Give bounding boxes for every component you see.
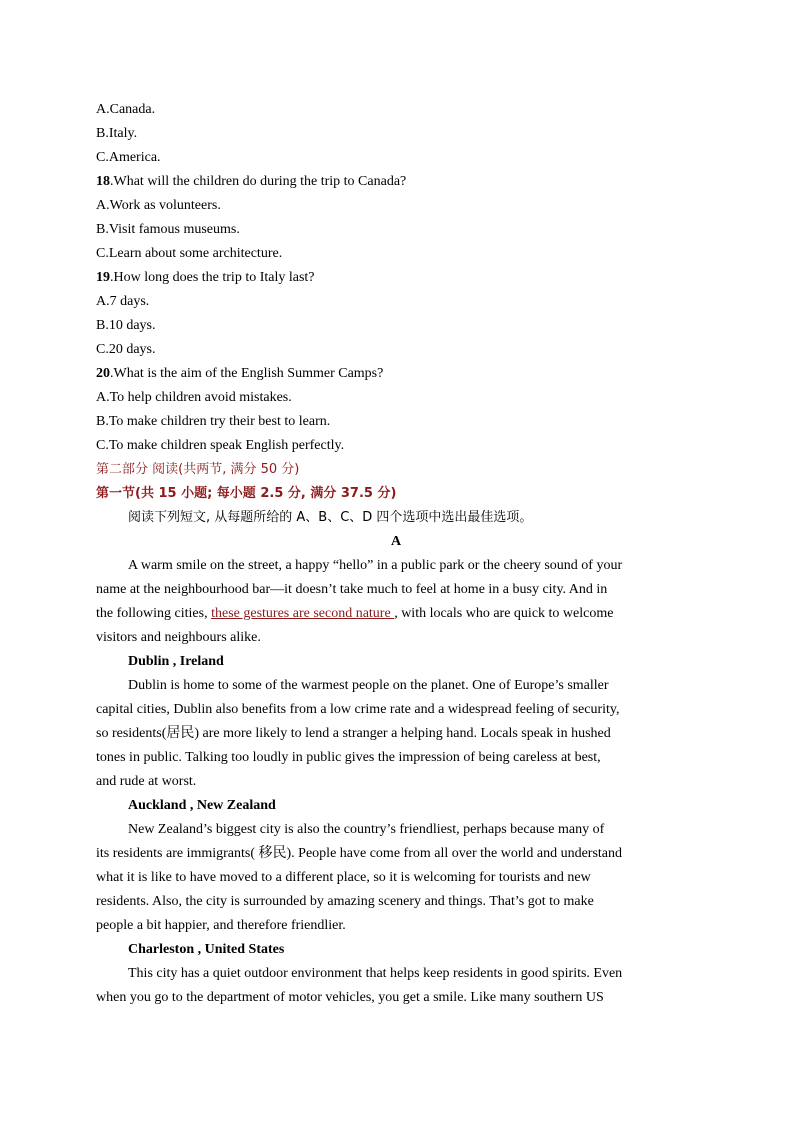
question-text: .What will the children do during the trip to Canada?	[110, 174, 407, 189]
question-20	[96, 362, 696, 386]
question-text: .How long does the trip to Italy last?	[110, 270, 315, 285]
question-number: 20	[96, 366, 110, 381]
option-line: B.10 days.	[96, 318, 156, 333]
passage-line: residents. Also, the city is surrounded by amazing scenery and things. That’s got to make	[96, 894, 594, 909]
document-content	[96, 98, 696, 1010]
passage-line: visitors and neighbours alike.	[96, 630, 261, 645]
option-line: B.Visit famous museums.	[96, 222, 240, 237]
passage-line: name at the neighbourhood bar—it doesn’t take much to feel at home in a busy city. And in	[96, 582, 608, 597]
option-line: A.Work as volunteers.	[96, 198, 221, 213]
city-heading-dublin: Dublin , Ireland	[128, 654, 224, 669]
passage-line: A warm smile on the street, a happy “hello” in a public park or the cheery sound of your	[128, 558, 623, 573]
question-18	[96, 170, 696, 194]
passage-line: and rude at worst.	[96, 774, 197, 789]
passage-line: its residents are immigrants( 移民). People have come from all over the world and understand	[96, 846, 623, 861]
option-line: A.Canada.	[96, 102, 156, 117]
option-line: C.To make children speak English perfectly.	[96, 438, 345, 453]
passage-text: the following cities,	[96, 606, 212, 621]
question-number: 18	[96, 174, 110, 189]
question-19	[96, 266, 696, 290]
passage-line: capital cities, Dublin also benefits from a low crime rate and a widespread feeling of security,	[96, 702, 620, 717]
city-heading-auckland: Auckland , New Zealand	[128, 798, 276, 813]
city-heading-charleston: Charleston , United States	[128, 942, 285, 957]
passage-line: when you go to the department of motor vehicles, you get a smile. Like many southern US	[96, 990, 604, 1005]
section-instruction: 阅读下列短文, 从每题所给的 A、B、C、D 四个选项中选出最佳选项。	[128, 510, 533, 525]
passage-line: so residents(居民) are more likely to lend a stranger a helping hand. Locals speak in hushed	[96, 726, 611, 741]
question-number: 19	[96, 270, 110, 285]
option-line: B.Italy.	[96, 126, 138, 141]
passage-line	[96, 602, 696, 626]
passage-line: people a bit happier, and therefore friendlier.	[96, 918, 346, 933]
option-line: C.America.	[96, 150, 161, 165]
passage-line: Dublin is home to some of the warmest people on the planet. One of Europe’s smaller	[128, 678, 609, 693]
option-line: C.20 days.	[96, 342, 156, 357]
question-text: .What is the aim of the English Summer Camps?	[110, 366, 384, 381]
part-two-heading: 第二部分 阅读(共两节, 满分 50 分)	[96, 462, 300, 477]
passage-line: what it is like to have moved to a different place, so it is welcoming for tourists and new	[96, 870, 591, 885]
option-line: C.Learn about some architecture.	[96, 246, 283, 261]
underlined-phrase: these gestures are second nature	[211, 606, 395, 621]
passage-text: , with locals who are quick to welcome	[394, 606, 614, 621]
passage-line: This city has a quiet outdoor environment that helps keep residents in good spirits. Even	[128, 966, 623, 981]
option-line: B.To make children try their best to learn.	[96, 414, 331, 429]
passage-letter: A	[390, 534, 402, 549]
option-line: A.To help children avoid mistakes.	[96, 390, 292, 405]
option-line: A.7 days.	[96, 294, 150, 309]
section-one-heading: 第一节(共 15 小题; 每小题 2.5 分, 满分 37.5 分)	[96, 486, 397, 501]
passage-line: tones in public. Talking too loudly in public gives the impression of being careless at best,	[96, 750, 601, 765]
passage-line: New Zealand’s biggest city is also the country’s friendliest, perhaps because many of	[128, 822, 605, 837]
